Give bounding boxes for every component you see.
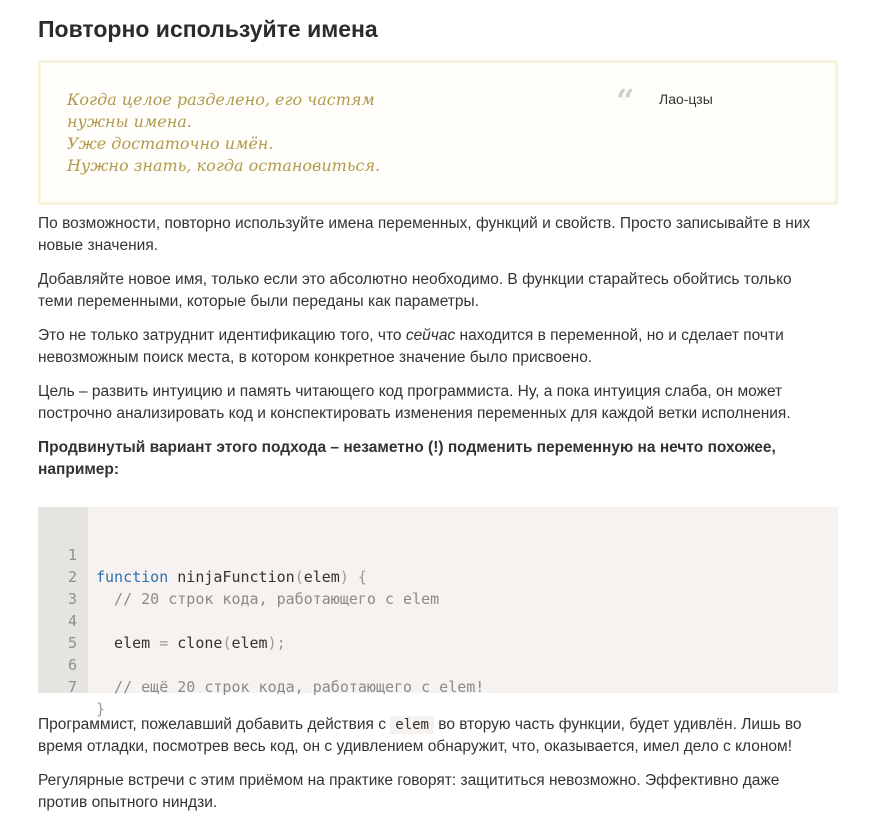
- paragraph-line: время отладки, посмотрев весь код, он с удивлением обнаружит, что, оказывается, имел дело с клоном!: [38, 738, 793, 755]
- text-fragment: Это не только затруднит идентификацию того, что: [38, 327, 406, 344]
- paragraph-new-names: [38, 269, 843, 313]
- code-line: [38, 566, 92, 608]
- epigraph-line: Нужно знать, когда остановиться.: [67, 156, 381, 175]
- code-line: [38, 654, 106, 718]
- paragraph-line: [38, 714, 843, 736]
- paragraph-line: невозможным поиск места, в котором конкретное значение было присвоено.: [38, 349, 593, 366]
- section-heading: Повторно используйте имена: [38, 16, 378, 42]
- paragraph-programmer: [38, 714, 843, 758]
- paragraph-line: против опытного ниндзи.: [38, 794, 218, 811]
- epigraph-text: [67, 89, 380, 177]
- paragraph-identification: [38, 325, 843, 369]
- code-text: [96, 632, 286, 654]
- line-number: 2: [67, 568, 77, 586]
- line-number: 3: [67, 590, 77, 608]
- code-punctuation: (: [222, 634, 232, 652]
- paragraph-line: Регулярные встречи с этим приёмом на практике говорят: защититься невозможно. Эффективно даже: [38, 772, 780, 789]
- code-example: [38, 507, 838, 718]
- code-identifier: elem: [96, 634, 160, 652]
- code-punctuation: );: [267, 634, 286, 652]
- paragraph-line: например:: [38, 461, 120, 478]
- code-identifier: clone: [168, 634, 223, 652]
- code-punctuation: (: [294, 568, 304, 586]
- paragraph-line: новые значения.: [38, 237, 159, 254]
- code-operator: =: [159, 634, 169, 652]
- text-fragment: находится в переменной, но и сделает почти: [455, 327, 784, 344]
- code-keyword: function: [96, 568, 169, 586]
- paragraph-advanced: [38, 437, 843, 481]
- epigraph-author: Лао-цзы: [659, 91, 713, 107]
- line-number: 5: [67, 634, 77, 652]
- paragraph-goal: [38, 381, 843, 425]
- epigraph-line: Когда целое разделено, его частям: [67, 90, 375, 109]
- text-fragment: Программист, пожелавший добавить действия с: [38, 716, 391, 733]
- code-line: [38, 610, 92, 652]
- code-punctuation: ): [339, 568, 349, 586]
- paragraph-regular-meetings: [38, 770, 843, 814]
- paragraph-line: Продвинутый вариант этого подхода – незаметно (!) подменить переменную на нечто похожее,: [38, 439, 776, 456]
- code-comment: // 20 строк кода, работающего с elem: [96, 590, 440, 608]
- code-text: [96, 566, 367, 588]
- text-fragment: во вторую часть функции, будет удивлён. Лишь во: [433, 716, 802, 733]
- epigraph: [38, 60, 838, 205]
- line-number: 1: [67, 546, 77, 564]
- paragraph-line: Цель – развить интуицию и память читающего код программиста. Ну, а пока интуиция слаба, он может: [38, 383, 783, 400]
- line-number: 4: [67, 612, 77, 630]
- code-punctuation: {: [348, 568, 367, 586]
- epigraph-line: Уже достаточно имён.: [67, 134, 274, 153]
- line-number: 6: [67, 656, 77, 674]
- paragraph-line: По возможности, повторно используйте имена переменных, функций и свойств. Просто записывайте в них: [38, 215, 811, 232]
- epigraph-line: нужны имена.: [67, 112, 192, 131]
- emphasis-text: сейчас: [405, 327, 456, 344]
- code-punctuation: }: [96, 700, 106, 718]
- paragraph-line: Добавляйте новое имя, только если это абсолютно необходимо. В функции старайтесь обойтись только: [38, 271, 792, 288]
- code-identifier: elem: [303, 568, 340, 586]
- quote-mark-icon: “: [616, 82, 635, 120]
- code-identifier: ninjaFunction: [168, 568, 295, 586]
- paragraph-line: теми переменными, которые были переданы как параметры.: [38, 293, 479, 310]
- inline-code: elem: [390, 716, 434, 734]
- code-line: [38, 522, 367, 586]
- code-identifier: elem: [231, 634, 268, 652]
- paragraph-reuse-names: [38, 213, 843, 257]
- paragraph-line: [38, 325, 843, 347]
- paragraph-line: построчно анализировать код и конспектировать изменения переменных для каждой ветки исполнения.: [38, 405, 791, 422]
- code-comment: // ещё 20 строк кода, работающего с elem!: [96, 678, 485, 696]
- line-number: 7: [67, 678, 77, 696]
